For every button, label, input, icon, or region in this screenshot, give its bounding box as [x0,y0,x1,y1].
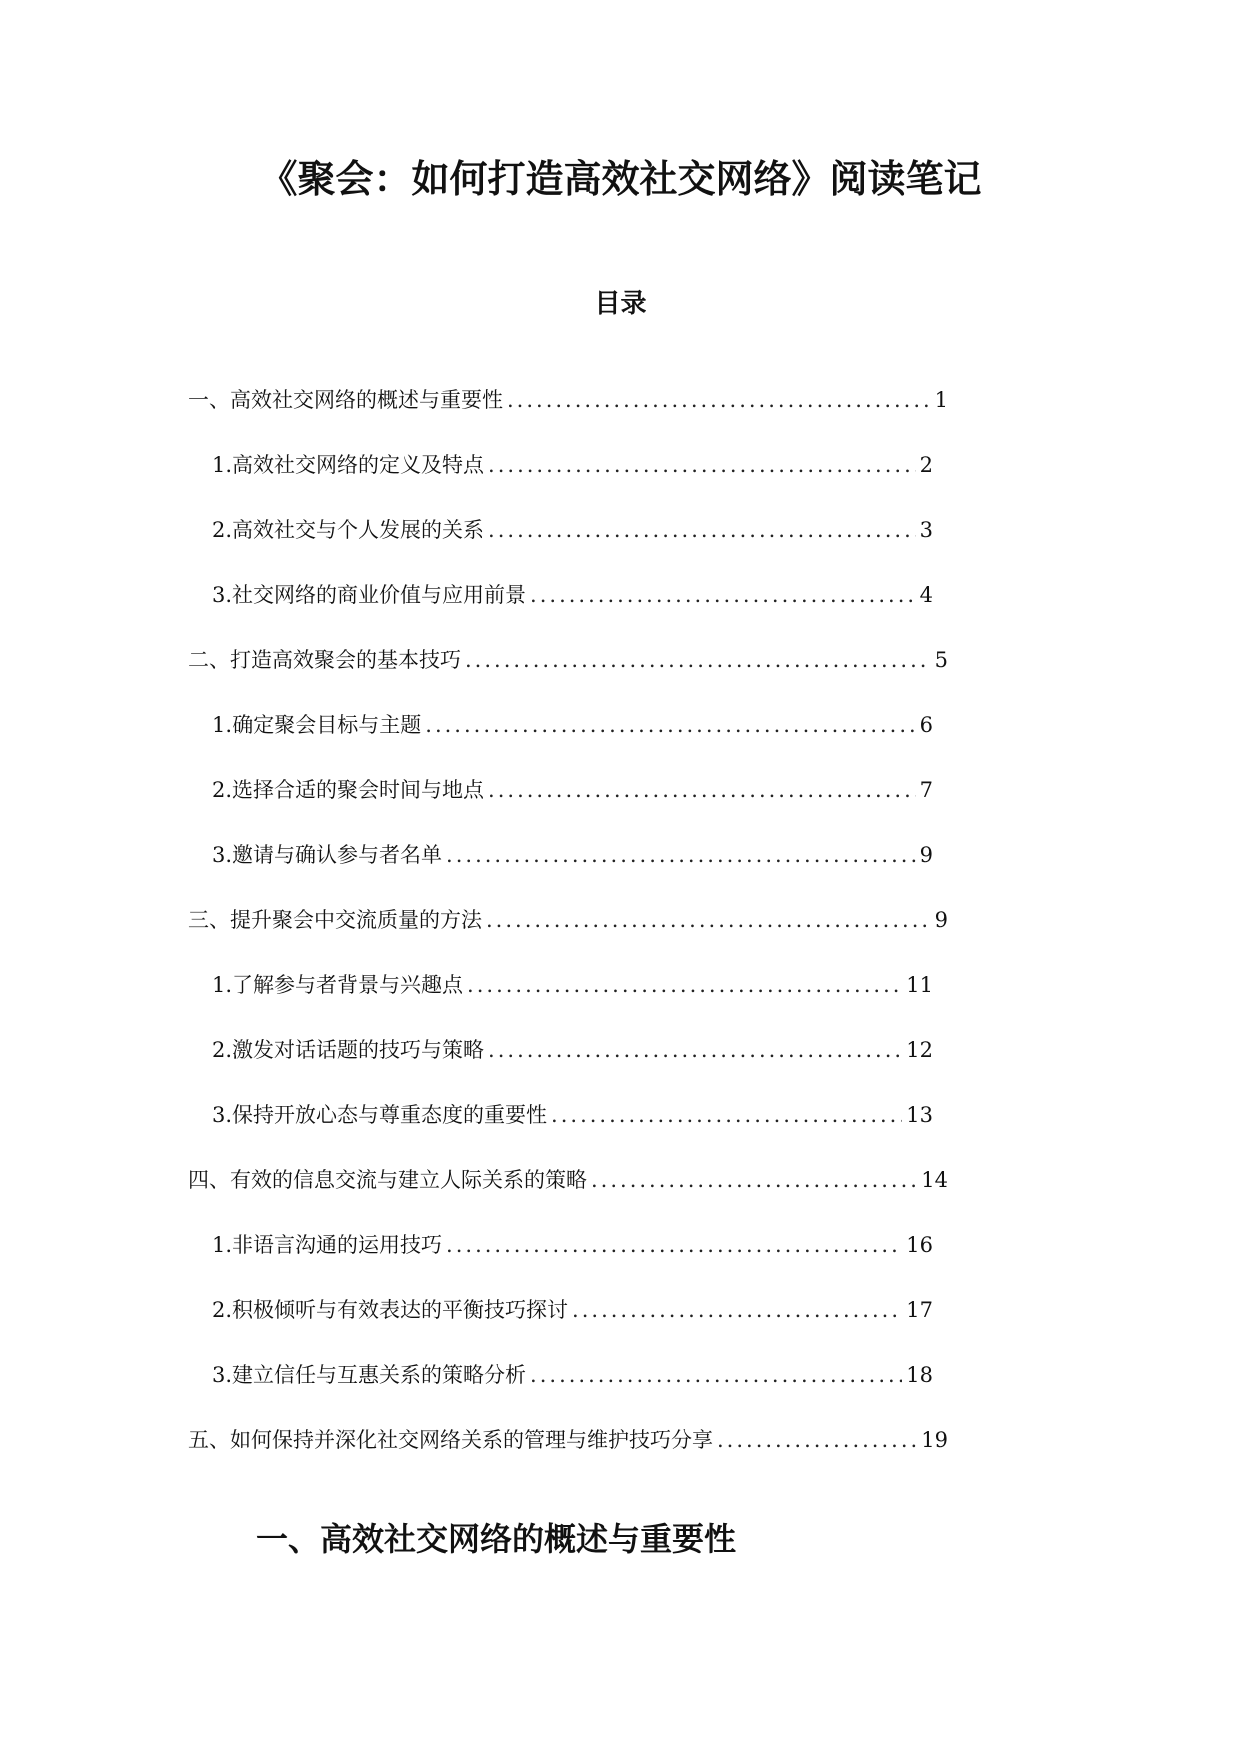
toc-entry-label: 三、提升聚会中交流质量的方法 [188,908,482,932]
toc-entry[interactable] [188,1360,933,1425]
toc-dot-leader [488,1035,902,1065]
toc-entry[interactable] [188,840,933,905]
toc-dot-leader [488,450,916,480]
document-title: 《聚会：如何打造高效社交网络》阅读笔记 [259,157,982,201]
toc-entry[interactable] [188,1230,933,1295]
toc-entry[interactable] [188,1295,933,1360]
toc-dot-leader [572,1295,902,1325]
toc-entry-label: 二、打造高效聚会的基本技巧 [188,648,461,672]
toc-dot-leader [591,1165,917,1195]
toc-entry-label: 高效社交与个人发展的关系 [232,518,485,542]
toc-page-number: 14 [921,1168,948,1192]
toc-page-number: 3 [919,518,933,542]
toc-page-number: 19 [921,1428,948,1452]
toc-dot-leader [551,1100,902,1130]
toc-dot-leader [425,710,915,740]
toc-entry-label: 五、如何保持并深化社交网络关系的管理与维护技巧分享 [188,1428,713,1452]
toc-dot-leader [717,1425,917,1455]
toc-entry-label: 非语言沟通的运用技巧 [232,1233,443,1257]
toc-entry-label: 积极倾听与有效表达的平衡技巧探讨 [232,1298,569,1322]
toc-entry-number: 2. [212,1038,233,1062]
toc-entry[interactable] [188,1165,948,1230]
toc-entry[interactable] [188,1035,933,1100]
toc-entry-label: 一、高效社交网络的概述与重要性 [188,388,503,412]
toc-page-number: 16 [906,1233,933,1257]
toc-entry[interactable] [188,710,933,775]
toc-page-number: 11 [906,973,933,997]
toc-entry[interactable] [188,515,933,580]
toc-dot-leader [465,645,931,675]
toc-page-number: 13 [906,1103,933,1127]
toc-page-number: 12 [906,1038,933,1062]
toc-entry-label: 选择合适的聚会时间与地点 [232,778,485,802]
toc-entry-label: 保持开放心态与尊重态度的重要性 [232,1103,548,1127]
toc-page-number: 6 [919,713,933,737]
toc-entry-label: 社交网络的商业价值与应用前景 [232,583,527,607]
toc-dot-leader [488,775,916,805]
toc-entry-number: 3. [212,1103,233,1127]
toc-dot-leader [467,970,902,1000]
toc-entry-number: 3. [212,583,233,607]
toc-entry-label: 确定聚会目标与主题 [232,713,422,737]
toc-entry[interactable] [188,905,948,970]
toc-dot-leader [530,1360,902,1390]
toc-entry-label: 四、有效的信息交流与建立人际关系的策略 [188,1168,587,1192]
toc-entry[interactable] [188,775,933,840]
toc-dot-leader [446,840,916,870]
toc-entry-number: 2. [212,518,233,542]
toc-page-number: 18 [906,1363,933,1387]
toc-entry-label: 了解参与者背景与兴趣点 [232,973,464,997]
toc-page-number: 7 [919,778,933,802]
toc-page-number: 17 [906,1298,933,1322]
toc-page-number: 2 [919,453,933,477]
table-of-contents [188,385,948,1490]
toc-entry-number: 2. [212,1298,233,1322]
toc-page-number: 9 [919,843,933,867]
toc-entry-number: 1. [212,453,233,477]
toc-page-number: 4 [919,583,933,607]
toc-entry[interactable] [188,970,933,1035]
toc-page-number: 1 [934,388,948,412]
toc-heading: 目录 [594,289,647,319]
toc-entry-number: 1. [212,1233,233,1257]
toc-entry[interactable] [188,385,948,450]
toc-entry-label: 高效社交网络的定义及特点 [232,453,485,477]
toc-dot-leader [486,905,931,935]
toc-entry-label: 邀请与确认参与者名单 [232,843,443,867]
toc-entry[interactable] [188,1425,948,1490]
toc-entry-number: 1. [212,973,233,997]
toc-entry-label: 激发对话话题的技巧与策略 [232,1038,485,1062]
toc-entry-label: 建立信任与互惠关系的策略分析 [232,1363,527,1387]
toc-entry-number: 3. [212,843,233,867]
toc-entry-number: 3. [212,1363,233,1387]
toc-page-number: 5 [934,648,948,672]
toc-entry[interactable] [188,645,948,710]
toc-dot-leader [530,580,916,610]
toc-entry[interactable] [188,580,933,645]
toc-page-number: 9 [934,908,948,932]
toc-entry-number: 2. [212,778,233,802]
toc-entry-number: 1. [212,713,233,737]
toc-entry[interactable] [188,450,933,515]
toc-dot-leader [446,1230,902,1260]
section-heading: 一、高效社交网络的概述与重要性 [256,1520,737,1558]
toc-dot-leader [488,515,916,545]
toc-entry[interactable] [188,1100,933,1165]
toc-dot-leader [507,385,931,415]
